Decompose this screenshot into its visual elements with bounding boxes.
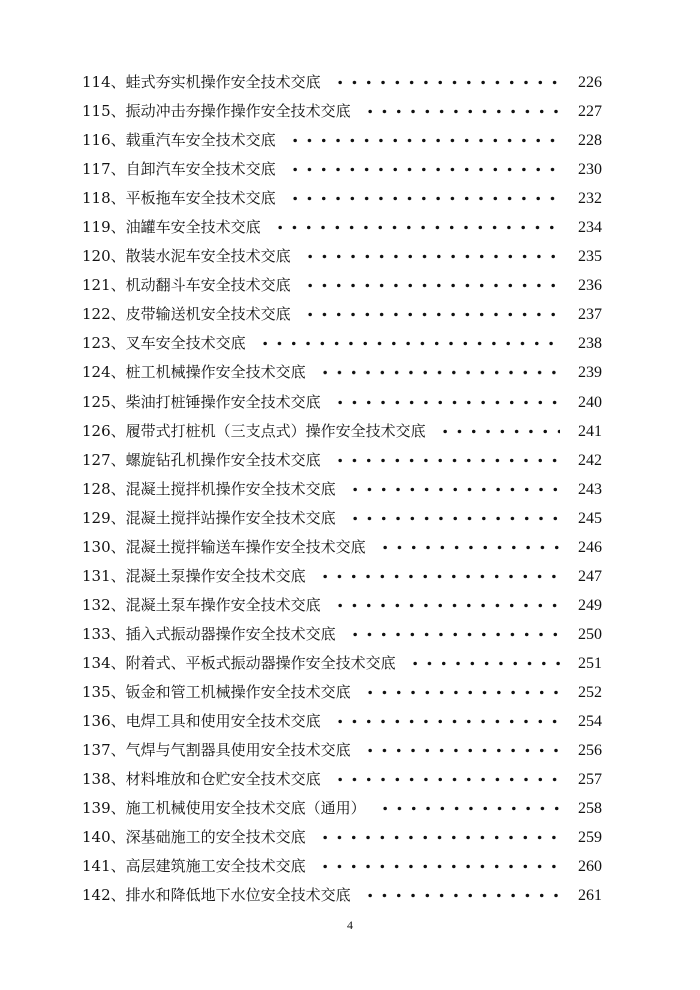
toc-entry-number: 140、 (82, 828, 126, 847)
dot-leader (333, 707, 560, 736)
dot-leader (333, 388, 560, 417)
toc-entry[interactable] (82, 184, 602, 213)
toc-entry[interactable] (82, 475, 602, 504)
toc-entry[interactable] (82, 417, 602, 446)
toc-entry[interactable] (82, 213, 602, 242)
dot-leader (303, 271, 560, 300)
toc-entry-page: 251 (578, 654, 602, 672)
toc-entry[interactable] (82, 504, 602, 533)
page-number: 4 (347, 918, 353, 932)
dot-leader (288, 126, 560, 155)
dot-leader (378, 794, 560, 823)
toc-entry-page: 230 (578, 161, 602, 179)
dot-leader (363, 736, 560, 765)
dot-leader (318, 562, 560, 591)
toc-entry-page: 236 (578, 277, 602, 295)
dot-leader (258, 329, 560, 358)
toc-entry-page: 247 (578, 567, 602, 585)
toc-entry[interactable] (82, 765, 602, 794)
toc-entry[interactable] (82, 591, 602, 620)
toc-entry-title: 自卸汽车安全技术交底 (125, 160, 276, 179)
toc-entry-title: 叉车安全技术交底 (125, 334, 246, 353)
toc-entry-page: 227 (578, 103, 602, 121)
toc-entry-page: 228 (578, 132, 602, 150)
toc-entry-title: 排水和降低地下水位安全技术交底 (125, 886, 351, 905)
toc-entry-number: 142、 (82, 886, 126, 905)
toc-entry-number: 135、 (82, 682, 126, 701)
toc-entry-title: 油罐车安全技术交底 (125, 218, 261, 237)
toc-entry-page: 226 (578, 74, 602, 91)
toc-entry-title: 桩工机械操作安全技术交底 (125, 363, 306, 382)
toc-entry-page: 249 (578, 596, 602, 614)
toc-entry-title: 气焊与气割器具使用安全技术交底 (125, 741, 351, 760)
toc-entry[interactable] (82, 649, 602, 678)
toc-entry-number: 126、 (82, 421, 126, 440)
dot-leader (273, 213, 560, 242)
toc-entry-page: 250 (578, 625, 602, 643)
toc-entry-number: 119、 (82, 218, 126, 237)
dot-leader (363, 678, 560, 707)
dot-leader (303, 242, 560, 271)
toc-entry-number: 122、 (82, 305, 126, 324)
toc-entry-page: 246 (578, 538, 602, 556)
toc-entry-title: 混凝土搅拌输送车操作安全技术交底 (125, 537, 366, 556)
toc-entry-title: 混凝土泵车操作安全技术交底 (125, 595, 321, 614)
toc-entry-title: 施工机械使用安全技术交底（通用） (125, 799, 366, 818)
dot-leader (348, 475, 560, 504)
toc-entry-title: 履带式打桩机（三支点式）操作安全技术交底 (125, 421, 426, 440)
toc-entry-title: 钣金和管工机械操作安全技术交底 (125, 682, 351, 701)
toc-entry[interactable] (82, 707, 602, 736)
toc-entry-page: 245 (578, 509, 602, 527)
toc-entry-page: 240 (578, 393, 602, 411)
toc-entry-number: 134、 (82, 653, 126, 672)
dot-leader (408, 649, 560, 678)
toc-entry-page: 234 (578, 219, 602, 237)
toc-entry-number: 116、 (82, 131, 126, 150)
toc-entry-number: 131、 (82, 566, 126, 585)
toc-entry-page: 259 (578, 829, 602, 847)
toc-entry-number: 138、 (82, 770, 126, 789)
dot-leader (363, 97, 560, 126)
toc-entry[interactable] (82, 736, 602, 765)
dot-leader (288, 155, 560, 184)
toc-entry[interactable] (82, 446, 602, 475)
toc-entry-number: 125、 (82, 392, 126, 411)
toc-entry[interactable] (82, 68, 602, 97)
toc-entry[interactable] (82, 155, 602, 184)
toc-entry-number: 120、 (82, 247, 126, 266)
toc-entry[interactable] (82, 329, 602, 358)
toc-entry[interactable] (82, 881, 602, 910)
toc-entry-number: 123、 (82, 334, 126, 353)
toc-entry-page: 243 (578, 480, 602, 498)
toc-entry-page: 237 (578, 306, 602, 324)
toc-entry-title: 混凝土搅拌机操作安全技术交底 (125, 479, 336, 498)
toc-entry[interactable] (82, 620, 602, 649)
toc-entry-title: 附着式、平板式振动器操作安全技术交底 (125, 653, 396, 672)
toc-entry[interactable] (82, 562, 602, 591)
dot-leader (348, 504, 560, 533)
toc-entry-number: 133、 (82, 624, 126, 643)
toc-entry[interactable] (82, 271, 602, 300)
toc-entry-title: 散装水泥车安全技术交底 (125, 247, 291, 266)
toc-entry[interactable] (82, 126, 602, 155)
toc-entry-number: 118、 (82, 189, 126, 208)
toc-entry-title: 高层建筑施工安全技术交底 (125, 857, 306, 876)
toc-entry-title: 混凝土搅拌站操作安全技术交底 (125, 508, 336, 527)
toc-entry-number: 129、 (82, 508, 126, 527)
dot-leader (333, 68, 560, 97)
dot-leader (303, 300, 560, 329)
toc-entry-page: 256 (578, 742, 602, 760)
toc-entry-number: 139、 (82, 799, 126, 818)
dot-leader (318, 823, 560, 852)
toc-entry[interactable] (82, 852, 602, 881)
dot-leader (348, 620, 560, 649)
toc-entry-title: 螺旋钻孔机操作安全技术交底 (125, 450, 321, 469)
dot-leader (333, 591, 560, 620)
dot-leader (333, 765, 560, 794)
toc-entry-page: 239 (578, 364, 602, 382)
toc-entry-title: 深基础施工的安全技术交底 (125, 828, 306, 847)
toc-entry-number: 141、 (82, 857, 126, 876)
toc-entry-number: 127、 (82, 450, 126, 469)
toc-entry-page: 252 (578, 683, 602, 701)
dot-leader (378, 533, 560, 562)
toc-entry-number: 130、 (82, 537, 126, 556)
dot-leader (288, 184, 560, 213)
toc-entry[interactable] (82, 388, 602, 417)
toc-entry-page: 260 (578, 858, 602, 876)
toc-entry-page: 261 (578, 887, 602, 905)
toc-entry-title: 振动冲击夯操作操作安全技术交底 (125, 102, 351, 121)
toc-entry-number: 121、 (82, 276, 126, 295)
toc-entry-title: 材料堆放和仓贮安全技术交底 (125, 770, 321, 789)
table-of-contents (82, 68, 602, 910)
dot-leader (318, 358, 560, 387)
toc-entry-title: 蛙式夯实机操作安全技术交底 (125, 73, 321, 91)
toc-entry-number: 114、 (82, 73, 126, 91)
toc-entry-page: 242 (578, 451, 602, 469)
toc-entry[interactable] (82, 533, 602, 562)
dot-leader (363, 881, 560, 910)
toc-entry-number: 136、 (82, 712, 126, 731)
toc-entry-page: 254 (578, 713, 602, 731)
toc-entry-number: 132、 (82, 595, 126, 614)
toc-entry-number: 117、 (82, 160, 126, 179)
toc-entry-title: 电焊工具和使用安全技术交底 (125, 712, 321, 731)
dot-leader (438, 417, 560, 446)
dot-leader (318, 852, 560, 881)
toc-entry-page: 238 (578, 335, 602, 353)
toc-entry-page: 258 (578, 800, 602, 818)
toc-entry-title: 插入式振动器操作安全技术交底 (125, 624, 336, 643)
toc-entry[interactable] (82, 242, 602, 271)
toc-entry-title: 混凝土泵操作安全技术交底 (125, 566, 306, 585)
toc-entry-title: 皮带输送机安全技术交底 (125, 305, 291, 324)
toc-entry[interactable] (82, 823, 602, 852)
toc-entry[interactable] (82, 794, 602, 823)
toc-entry-number: 115、 (82, 102, 126, 121)
toc-entry-number: 137、 (82, 741, 126, 760)
toc-entry-page: 257 (578, 771, 602, 789)
toc-entry-title: 载重汽车安全技术交底 (125, 131, 276, 150)
toc-entry-title: 机动翻斗车安全技术交底 (125, 276, 291, 295)
toc-entry[interactable] (82, 358, 602, 387)
toc-entry[interactable] (82, 97, 602, 126)
toc-entry[interactable] (82, 300, 602, 329)
toc-entry-page: 235 (578, 248, 602, 266)
toc-entry-title: 平板拖车安全技术交底 (125, 189, 276, 208)
dot-leader (333, 446, 560, 475)
toc-entry-number: 124、 (82, 363, 126, 382)
toc-entry[interactable] (82, 678, 602, 707)
toc-entry-page: 232 (578, 190, 602, 208)
toc-entry-number: 128、 (82, 479, 126, 498)
toc-entry-page: 241 (578, 422, 602, 440)
toc-entry-title: 柴油打桩锤操作安全技术交底 (125, 392, 321, 411)
